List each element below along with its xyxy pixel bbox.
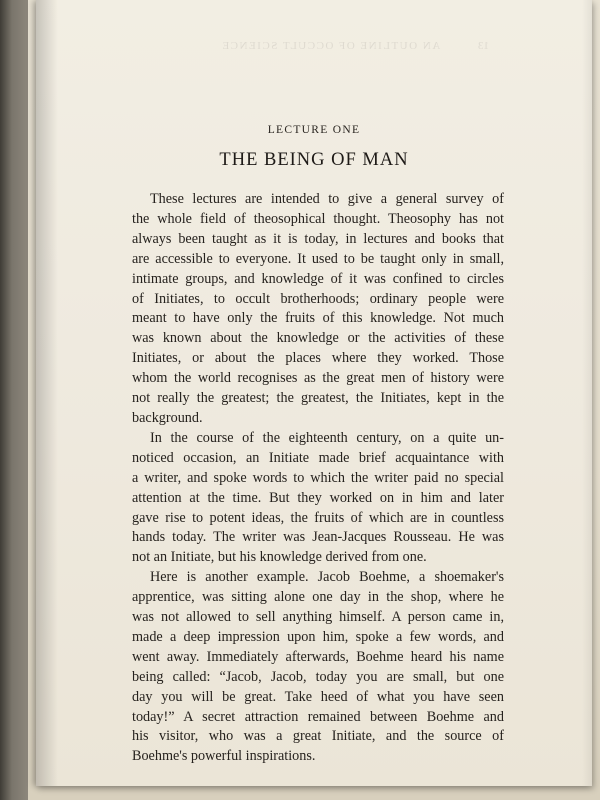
- text-line: apprentice, was sitting alone one day in the shop, where he: [132, 589, 504, 606]
- book-page: [36, 0, 592, 786]
- text-line: Boehme's powerful inspirations.: [132, 748, 316, 765]
- text-line: went away. Immediately afterwards, Boehme heard his name: [132, 648, 504, 665]
- text-line: meant to have only the fruits of this knowledge. Not much: [132, 310, 504, 327]
- text-line: gave rise to potent ideas, the fruits of which are in countless: [132, 509, 504, 526]
- text-line: made a deep impression upon him, spoke a few words, and: [132, 628, 504, 645]
- text-line: the whole field of theosophical thought. Theosophy has not: [132, 210, 504, 227]
- text-line: intimate groups, and knowledge of it was confined to circles: [132, 270, 504, 287]
- text-line: was not allowed to sell anything himself. A person came in,: [132, 609, 504, 626]
- text-line: whom the world recognises as the great men of history were: [132, 370, 504, 387]
- body-text: [116, 190, 504, 767]
- text-line: not an Initiate, but his knowledge derived from one.: [132, 549, 427, 566]
- text-line: These lectures are intended to give a general survey of: [150, 191, 504, 207]
- text-line: today!” A secret attraction remained between Boehme and: [132, 708, 504, 725]
- text-line: are accessible to everyone. It used to be taught only in small,: [132, 250, 504, 267]
- text-line: noticed occasion, an Initiate made brief acquaintance with: [132, 449, 504, 466]
- text-line: always been taught as it is today, in lectures and books that: [132, 230, 504, 247]
- lecture-label: LECTURE ONE: [267, 124, 361, 136]
- text-line: his visitor, who was a great Initiate, and the source of: [132, 728, 504, 745]
- paragraph-3: [116, 568, 504, 767]
- text-line: Here is another example. Jacob Boehme, a shoemaker's: [150, 569, 504, 586]
- show-through-page-number: 13: [478, 40, 489, 52]
- text-line: being called: “Jacob, Jacob, today you are small, but one: [132, 668, 504, 685]
- paragraph-2: [116, 429, 504, 568]
- text-line: In the course of the eighteenth century, on a quite un-: [150, 429, 504, 446]
- text-line: background.: [132, 409, 203, 426]
- text-line: was known about the knowledge or the activities of these: [132, 330, 504, 347]
- text-line: hands today. The writer was Jean-Jacques Rousseau. He was: [132, 529, 504, 546]
- text-line: day you will be great. Take heed of what you have seen: [132, 688, 504, 705]
- text-line: attention at the time. But they worked on in him and later: [132, 489, 504, 506]
- binding-shadow: [36, 0, 58, 786]
- text-line: not really the greatest; the greatest, the Initiates, kept in the: [132, 390, 504, 407]
- text-line: of Initiates, to occult brotherhoods; ordinary people were: [132, 290, 504, 307]
- paragraph-1: [116, 190, 504, 429]
- text-line: a writer, and spoke words to which the writer paid no special: [132, 469, 504, 486]
- page-edge-shadow: [582, 0, 592, 786]
- chapter-title: THE BEING OF MAN: [219, 150, 409, 170]
- show-through-header: AN OUTLINE OF OCCULT SCIENCE: [221, 40, 441, 52]
- text-line: Initiates, or about the places where they worked. Those: [132, 350, 504, 367]
